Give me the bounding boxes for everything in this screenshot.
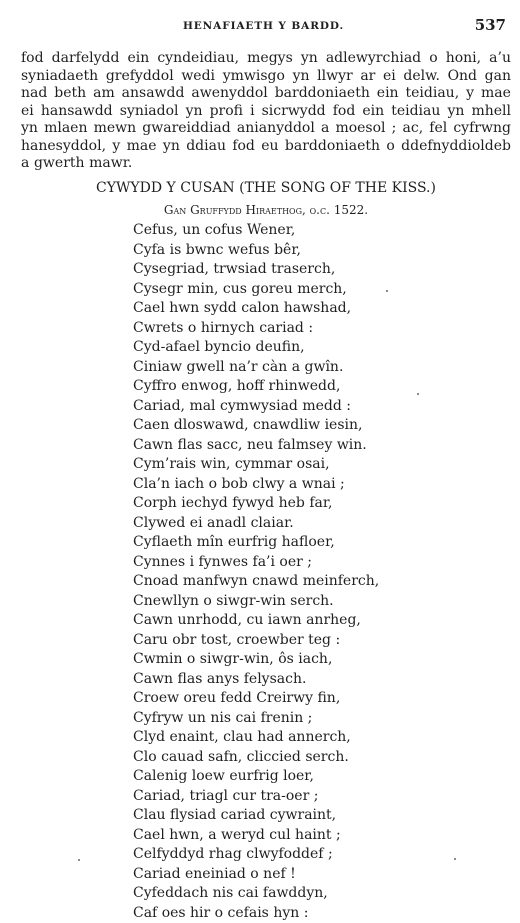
prose-word: barddoniaeth xyxy=(275,85,370,103)
prose-word: a xyxy=(321,120,329,138)
prose-word: fel xyxy=(429,120,447,138)
prose-word: am xyxy=(93,85,115,103)
prose-line xyxy=(21,103,511,121)
prose-word: fod xyxy=(21,50,44,68)
verse-line: Celfyddyd rhag clwyfoddef ; xyxy=(133,845,379,865)
prose-word: y xyxy=(112,138,120,156)
prose-word: adlewyrchiad xyxy=(326,50,421,68)
prose-word: delw. xyxy=(403,68,440,86)
verse-line: Clo cauad safn, cliccied serch. xyxy=(133,748,379,768)
verse-line: Cwrets o hirnych cariad : xyxy=(133,319,379,339)
prose-word: profi xyxy=(210,103,243,121)
prose-word: yn xyxy=(447,103,464,121)
verse-line: Clyd enaint, clau had annerch, xyxy=(133,728,379,748)
verse-line: Caf oes hir o cefais hyn : xyxy=(133,904,379,923)
verse-line: Cnewllyn o siwgr-win serch. xyxy=(133,592,379,612)
verse-line: Cariad, triagl cur tra-oer ; xyxy=(133,787,379,807)
verse-line: Clywed ei anadl claiar. xyxy=(133,514,379,534)
prose-word: ; xyxy=(392,120,397,138)
verse-line: Caen dloswawd, cnawdliw iesin, xyxy=(133,416,379,436)
prose-word: yn xyxy=(163,138,180,156)
prose-word: megys xyxy=(247,50,293,68)
verse-line: Croew oreu fedd Creirwy fin, xyxy=(133,689,379,709)
prose-word: beth xyxy=(54,85,86,103)
prose-word: ddefnyddioldeb xyxy=(401,138,511,156)
prose-word: o xyxy=(429,50,437,68)
paper-speck xyxy=(417,393,419,395)
prose-line xyxy=(21,68,511,86)
prose-word: a’u xyxy=(489,50,511,68)
poem-byline: Gan Gruffydd Hiraethog, o.c. 1522. xyxy=(21,203,511,217)
prose-word: Ond xyxy=(448,68,477,86)
verse-line: Cynnes i fynwes fa’i oer ; xyxy=(133,553,379,573)
prose-word: ansawdd xyxy=(122,85,185,103)
verse-line: Cariad, mal cymwysiad medd : xyxy=(133,397,379,417)
prose-word: honi, xyxy=(446,50,481,68)
poem-title: CYWYDD Y CUSAN (THE SONG OF THE KISS.) xyxy=(21,180,511,196)
prose-word: grefyddol xyxy=(106,68,174,86)
prose-word: mhell xyxy=(471,103,511,121)
prose-word: nad xyxy=(21,85,47,103)
prose-word: hanesyddol, xyxy=(21,138,106,156)
verse-line: Clau flysiad cariad cywraint, xyxy=(133,806,379,826)
paper-speck xyxy=(78,859,80,861)
prose-word: gwareiddiad xyxy=(142,120,230,138)
prose-word: awenyddol xyxy=(191,85,267,103)
prose-word: yn xyxy=(21,120,38,138)
prose-word: gwerth xyxy=(34,155,85,173)
prose-word: ar xyxy=(360,68,375,86)
prose-line xyxy=(21,50,511,68)
verse-line: Corph iechyd fywyd heb far, xyxy=(133,494,379,514)
prose-word: ac, xyxy=(403,120,424,138)
prose-word: ein xyxy=(127,50,149,68)
prose-word: hansawdd xyxy=(41,103,113,121)
verse-line: Cyfeddach nis cai fawddyn, xyxy=(133,884,379,904)
verse-line: Cawn flas anys felysach. xyxy=(133,670,379,690)
prose-word: fod xyxy=(232,138,255,156)
prose-word: i xyxy=(250,103,254,121)
prose-paragraph xyxy=(21,50,511,173)
prose-word: cyfrwng xyxy=(453,120,511,138)
verse-line: Cyd-afael byncio deufin, xyxy=(133,338,379,358)
running-title: HENAFIAETH Y BARDD. xyxy=(21,20,506,32)
verse-line: Cawn unrhodd, cu iawn anrheg, xyxy=(133,611,379,631)
prose-word: llwyr xyxy=(317,68,353,86)
prose-word: ymwisgo xyxy=(223,68,285,86)
verse-line: Caru obr tost, croewber teg : xyxy=(133,631,379,651)
verse-line: Cefus, un cofus Wener, xyxy=(133,221,379,241)
verse-line: Cysegr min, cus goreu merch, xyxy=(133,280,379,300)
prose-line xyxy=(21,138,511,156)
verse-line: Cnoad manfwyn cnawd meinferch, xyxy=(133,572,379,592)
prose-word: eu xyxy=(261,138,278,156)
prose-line xyxy=(21,120,511,138)
prose-word: teidiau, xyxy=(406,85,460,103)
prose-word: y xyxy=(466,85,474,103)
verse-line: Cyffro enwog, hoff rhinwedd, xyxy=(133,377,379,397)
prose-word: yn xyxy=(186,103,203,121)
prose-word: teidiau xyxy=(391,103,440,121)
prose-word: sicrwydd xyxy=(262,103,326,121)
verse-line: Cyfa is bwnc wefus bêr, xyxy=(133,241,379,261)
verse-line: Ciniaw gwell na’r càn a gwîn. xyxy=(133,358,379,378)
prose-word: ei xyxy=(383,68,396,86)
verse-line: Cyfryw un nis cai frenin ; xyxy=(133,709,379,729)
paper-speck xyxy=(386,290,388,292)
verse-line: Cael hwn sydd calon hawshad, xyxy=(133,299,379,319)
prose-word: mawr. xyxy=(89,155,132,173)
prose-word: ein xyxy=(362,103,384,121)
prose-word: yn xyxy=(293,68,310,86)
prose-word: o xyxy=(386,138,394,156)
prose-word: syniadaeth xyxy=(21,68,98,86)
prose-word: moesol xyxy=(335,120,385,138)
verse-line: Cyflaeth mîn eurfrig hafloer, xyxy=(133,533,379,553)
prose-word: mlaen xyxy=(44,120,87,138)
prose-word: mae xyxy=(481,85,511,103)
prose-word: darfelydd xyxy=(52,50,120,68)
running-head xyxy=(21,14,506,38)
prose-word: mewn xyxy=(94,120,137,138)
verse-line: Cawn flas sacc, neu falmsey win. xyxy=(133,436,379,456)
verse-line: Cwmin o siwgr-win, ôs iach, xyxy=(133,650,379,670)
prose-word: mae xyxy=(127,138,157,156)
prose-word: ei xyxy=(21,103,34,121)
prose-word: cyndeidiau, xyxy=(157,50,239,68)
verse-line: Calenig loew eurfrig loer, xyxy=(133,767,379,787)
prose-word: a xyxy=(21,155,29,173)
verse-line: Cael hwn, a weryd cul haint ; xyxy=(133,826,379,846)
prose-word: fod xyxy=(333,103,356,121)
paper-speck xyxy=(454,858,456,860)
verse-line: Cym’rais win, cymmar osai, xyxy=(133,455,379,475)
prose-word: syniadol xyxy=(120,103,179,121)
prose-line xyxy=(21,85,511,103)
verse-line: Cysegriad, trwsiad traserch, xyxy=(133,260,379,280)
poem-verse xyxy=(133,221,379,923)
prose-word: wedi xyxy=(181,68,215,86)
prose-word: gan xyxy=(485,68,511,86)
prose-word: ein xyxy=(377,85,399,103)
prose-word: yn xyxy=(301,50,318,68)
prose-line xyxy=(21,155,511,173)
prose-word: ddiau xyxy=(186,138,226,156)
prose-word: barddoniaeth xyxy=(285,138,380,156)
page-number: 537 xyxy=(475,16,506,34)
verse-line: Cariad eneiniad o nef ! xyxy=(133,865,379,885)
prose-word: anianyddol xyxy=(237,120,315,138)
verse-line: Cla’n iach o bob clwy a wnai ; xyxy=(133,475,379,495)
